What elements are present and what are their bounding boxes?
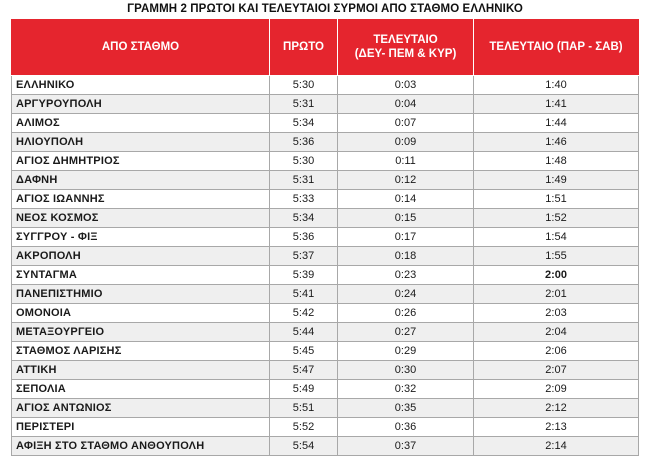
first-train-time: 5:37 — [270, 247, 338, 266]
header-last-weekday-line1: ΤΕΛΕΥΤΑΙΟ — [373, 34, 438, 46]
table-row — [12, 304, 639, 323]
first-train-time: 5:52 — [270, 418, 338, 437]
last-train-weekend-time: 1:41 — [474, 95, 639, 114]
last-train-weekend-time: 2:09 — [474, 380, 639, 399]
first-train-time: 5:30 — [270, 152, 338, 171]
first-train-time: 5:36 — [270, 228, 338, 247]
table-row — [12, 342, 639, 361]
first-train-time: 5:51 — [270, 399, 338, 418]
table-row — [12, 114, 639, 133]
last-train-weekend-time: 2:13 — [474, 418, 639, 437]
last-train-weekend-time: 1:44 — [474, 114, 639, 133]
last-train-weekend-time: 1:52 — [474, 209, 639, 228]
station-name: ΑΦΙΞΗ ΣΤΟ ΣΤΑΘΜΟ ΑΝΘΟΥΠΟΛΗ — [12, 437, 270, 456]
station-name: ΝΕΟΣ ΚΟΣΜΟΣ — [12, 209, 270, 228]
table-row — [12, 133, 639, 152]
first-train-time: 5:31 — [270, 171, 338, 190]
station-name: ΑΛΙΜΟΣ — [12, 114, 270, 133]
first-train-time: 5:47 — [270, 361, 338, 380]
table-row — [12, 95, 639, 114]
last-train-weekday-time: 0:27 — [338, 323, 474, 342]
table-row — [12, 228, 639, 247]
last-train-weekday-time: 0:35 — [338, 399, 474, 418]
last-train-weekend-time: 1:54 — [474, 228, 639, 247]
first-train-time: 5:41 — [270, 285, 338, 304]
table-row — [12, 247, 639, 266]
last-train-weekday-time: 0:15 — [338, 209, 474, 228]
first-train-time: 5:39 — [270, 266, 338, 285]
first-train-time: 5:33 — [270, 190, 338, 209]
first-train-time: 5:42 — [270, 304, 338, 323]
header-row — [12, 19, 639, 76]
last-train-weekend-time: 2:04 — [474, 323, 639, 342]
station-name: ΣΕΠΟΛΙΑ — [12, 380, 270, 399]
last-train-weekday-time: 0:30 — [338, 361, 474, 380]
table-row — [12, 361, 639, 380]
header-first: ΠΡΩΤΟ — [270, 19, 338, 76]
last-train-weekday-time: 0:24 — [338, 285, 474, 304]
last-train-weekend-time: 1:46 — [474, 133, 639, 152]
last-train-weekday-time: 0:09 — [338, 133, 474, 152]
last-train-weekday-time: 0:23 — [338, 266, 474, 285]
last-train-weekday-time: 0:17 — [338, 228, 474, 247]
station-name: ΑΡΓΥΡΟΥΠΟΛΗ — [12, 95, 270, 114]
station-name: ΠΕΡΙΣΤΕΡΙ — [12, 418, 270, 437]
first-train-time: 5:54 — [270, 437, 338, 456]
first-train-time: 5:44 — [270, 323, 338, 342]
last-train-weekend-time: 1:55 — [474, 247, 639, 266]
station-name: ΑΓΙΟΣ ΔΗΜΗΤΡΙΟΣ — [12, 152, 270, 171]
last-train-weekend-time: 2:01 — [474, 285, 639, 304]
first-train-time: 5:36 — [270, 133, 338, 152]
table-row — [12, 380, 639, 399]
header-last-weekday-line2: (ΔΕΥ- ΠΕΜ & ΚΥΡ) — [354, 48, 457, 60]
table-body — [12, 76, 639, 456]
station-name: ΣΥΓΓΡΟΥ - ΦΙΞ — [12, 228, 270, 247]
station-name: ΟΜΟΝΟΙΑ — [12, 304, 270, 323]
first-train-time: 5:34 — [270, 209, 338, 228]
first-train-time: 5:49 — [270, 380, 338, 399]
table-row — [12, 76, 639, 95]
table-row — [12, 190, 639, 209]
last-train-weekday-time: 0:32 — [338, 380, 474, 399]
table-row — [12, 152, 639, 171]
last-train-weekend-time: 1:49 — [474, 171, 639, 190]
schedule-table — [11, 19, 639, 456]
last-train-weekend-time: 2:14 — [474, 437, 639, 456]
last-train-weekday-time: 0:29 — [338, 342, 474, 361]
station-name: ΑΚΡΟΠΟΛΗ — [12, 247, 270, 266]
last-train-weekday-time: 0:36 — [338, 418, 474, 437]
last-train-weekday-time: 0:07 — [338, 114, 474, 133]
last-train-weekday-time: 0:03 — [338, 76, 474, 95]
station-name: ΣΥΝΤΑΓΜΑ — [12, 266, 270, 285]
station-name: ΗΛΙΟΥΠΟΛΗ — [12, 133, 270, 152]
last-train-weekday-time: 0:12 — [338, 171, 474, 190]
table-row — [12, 209, 639, 228]
last-train-weekday-time: 0:37 — [338, 437, 474, 456]
first-train-time: 5:31 — [270, 95, 338, 114]
station-name: ΕΛΛΗΝΙΚΟ — [12, 76, 270, 95]
table-header — [12, 19, 639, 76]
last-train-weekday-time: 0:26 — [338, 304, 474, 323]
station-name: ΑΓΙΟΣ ΙΩΑΝΝΗΣ — [12, 190, 270, 209]
table-row — [12, 399, 639, 418]
station-name: ΣΤΑΘΜΟΣ ΛΑΡΙΣΗΣ — [12, 342, 270, 361]
table-row — [12, 285, 639, 304]
table-row — [12, 323, 639, 342]
page-title: ΓΡΑΜΜΗ 2 ΠΡΩΤΟΙ ΚΑΙ ΤΕΛΕΥΤΑΙΟΙ ΣΥΡΜΟΙ ΑΠΟ ΣΤΑΘΜΟ ΕΛΛΗΝΙΚΟ — [127, 3, 523, 15]
last-train-weekend-time: 1:48 — [474, 152, 639, 171]
last-train-weekday-time: 0:04 — [338, 95, 474, 114]
station-name: ΑΓΙΟΣ ΑΝΤΩΝΙΟΣ — [12, 399, 270, 418]
header-station: ΑΠΟ ΣΤΑΘΜΟ — [12, 19, 270, 76]
station-name: ΠΑΝΕΠΙΣΤΗΜΙΟ — [12, 285, 270, 304]
last-train-weekend-time: 2:12 — [474, 399, 639, 418]
last-train-weekend-time: 2:07 — [474, 361, 639, 380]
table-row — [12, 437, 639, 456]
last-train-weekend-time: 2:03 — [474, 304, 639, 323]
first-train-time: 5:30 — [270, 76, 338, 95]
station-name: ΑΤΤΙΚΗ — [12, 361, 270, 380]
last-train-weekend-time: 1:40 — [474, 76, 639, 95]
station-name: ΜΕΤΑΞΟΥΡΓΕΙΟ — [12, 323, 270, 342]
last-train-weekend-time: 2:00 — [474, 266, 639, 285]
first-train-time: 5:34 — [270, 114, 338, 133]
last-train-weekend-time: 1:51 — [474, 190, 639, 209]
table-row — [12, 171, 639, 190]
header-last-weekend: ΤΕΛΕΥΤΑΙΟ (ΠΑΡ - ΣΑΒ) — [474, 19, 639, 76]
table-row — [12, 266, 639, 285]
header-last-weekday — [338, 19, 474, 76]
table-row — [12, 418, 639, 437]
last-train-weekend-time: 2:06 — [474, 342, 639, 361]
last-train-weekday-time: 0:14 — [338, 190, 474, 209]
first-train-time: 5:45 — [270, 342, 338, 361]
last-train-weekday-time: 0:11 — [338, 152, 474, 171]
station-name: ΔΑΦΝΗ — [12, 171, 270, 190]
last-train-weekday-time: 0:18 — [338, 247, 474, 266]
